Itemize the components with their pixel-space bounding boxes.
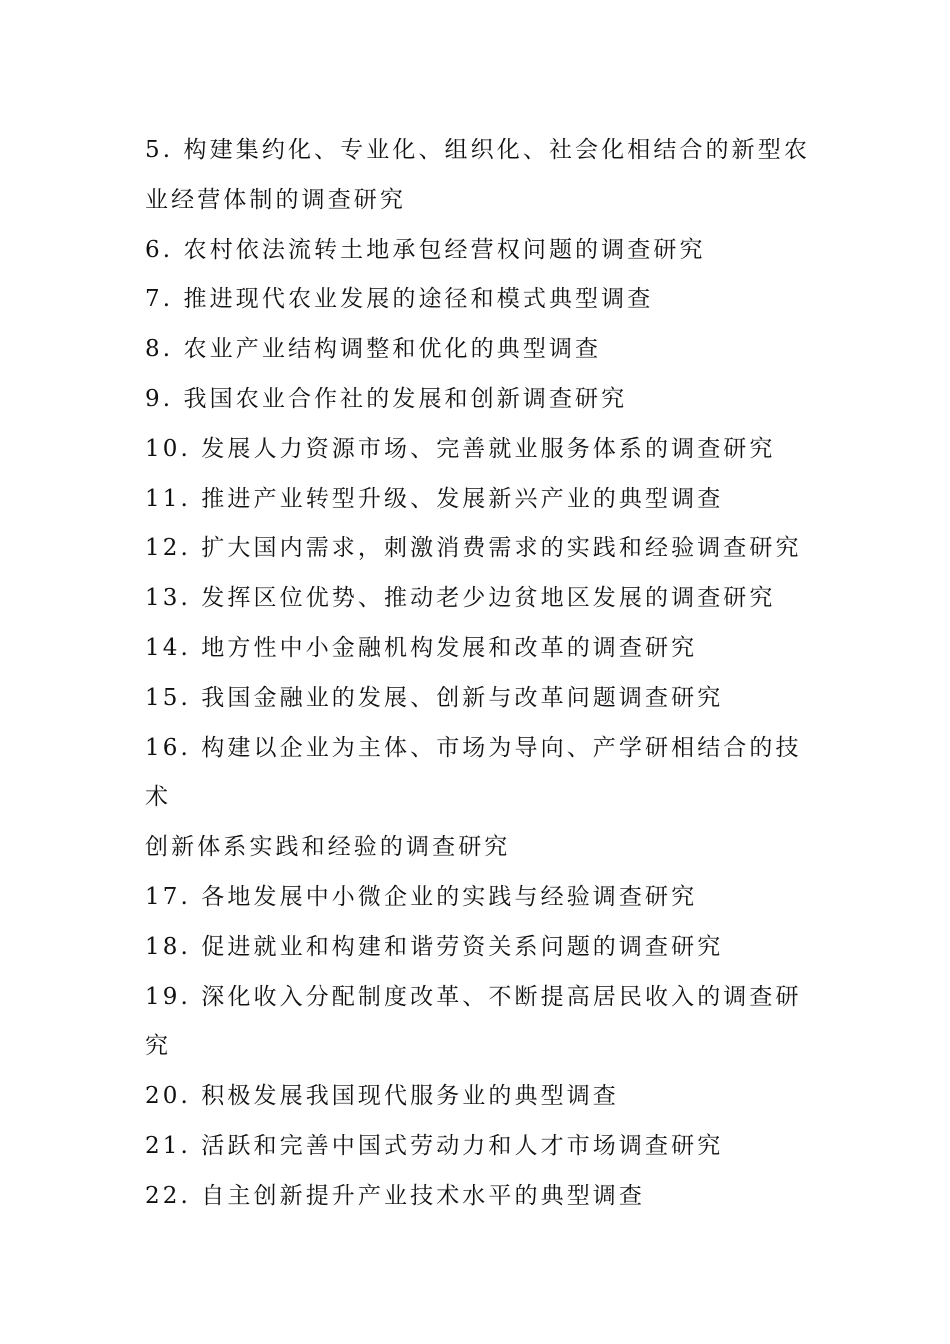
text-line: 13. 发挥区位优势、推动老少边贫地区发展的调查研究 (145, 585, 776, 612)
text-line: 9. 我国农业合作社的发展和创新调查研究 (145, 385, 628, 412)
text-line: 19. 深化收入分配制度改革、不断提高居民收入的调查研 (145, 983, 802, 1010)
text-line: 究 (145, 1033, 172, 1060)
text-line: 业经营体制的调查研究 (145, 186, 406, 213)
text-line: 术 (145, 784, 172, 811)
text-line: 20. 积极发展我国现代服务业的典型调查 (145, 1083, 619, 1110)
text-line: 16. 构建以企业为主体、市场为导向、产学研相结合的技 (145, 734, 802, 761)
text-line: 18. 促进就业和构建和谐劳资关系问题的调查研究 (145, 933, 724, 960)
text-line: 5. 构建集约化、专业化、组织化、社会化相结合的新型农 (145, 137, 810, 163)
text-line: 8. 农业产业结构调整和优化的典型调查 (145, 336, 602, 363)
text-line: 6. 农村依法流转土地承包经营权问题的调查研究 (145, 236, 706, 263)
text-line: 21. 活跃和完善中国式劳动力和人才市场调查研究 (145, 1132, 724, 1159)
text-line: 7. 推进现代农业发展的途径和模式典型调查 (145, 286, 654, 313)
text-line: 14. 地方性中小金融机构发展和改革的调查研究 (145, 634, 698, 661)
text-line: 15. 我国金融业的发展、创新与改革问题调查研究 (145, 684, 724, 711)
text-line: 创新体系实践和经验的调查研究 (145, 834, 511, 861)
text-line: 12. 扩大国内需求，刺激消费需求的实践和经验调查研究 (145, 535, 802, 562)
text-line: 10. 发展人力资源市场、完善就业服务体系的调查研究 (145, 435, 776, 462)
document-body (145, 126, 825, 1222)
text-line: 17. 各地发展中小微企业的实践与经验调查研究 (145, 883, 698, 910)
text-line: 11. 推进产业转型升级、发展新兴产业的典型调查 (145, 485, 724, 512)
text-line: 22. 自主创新提升产业技术水平的典型调查 (145, 1182, 645, 1209)
